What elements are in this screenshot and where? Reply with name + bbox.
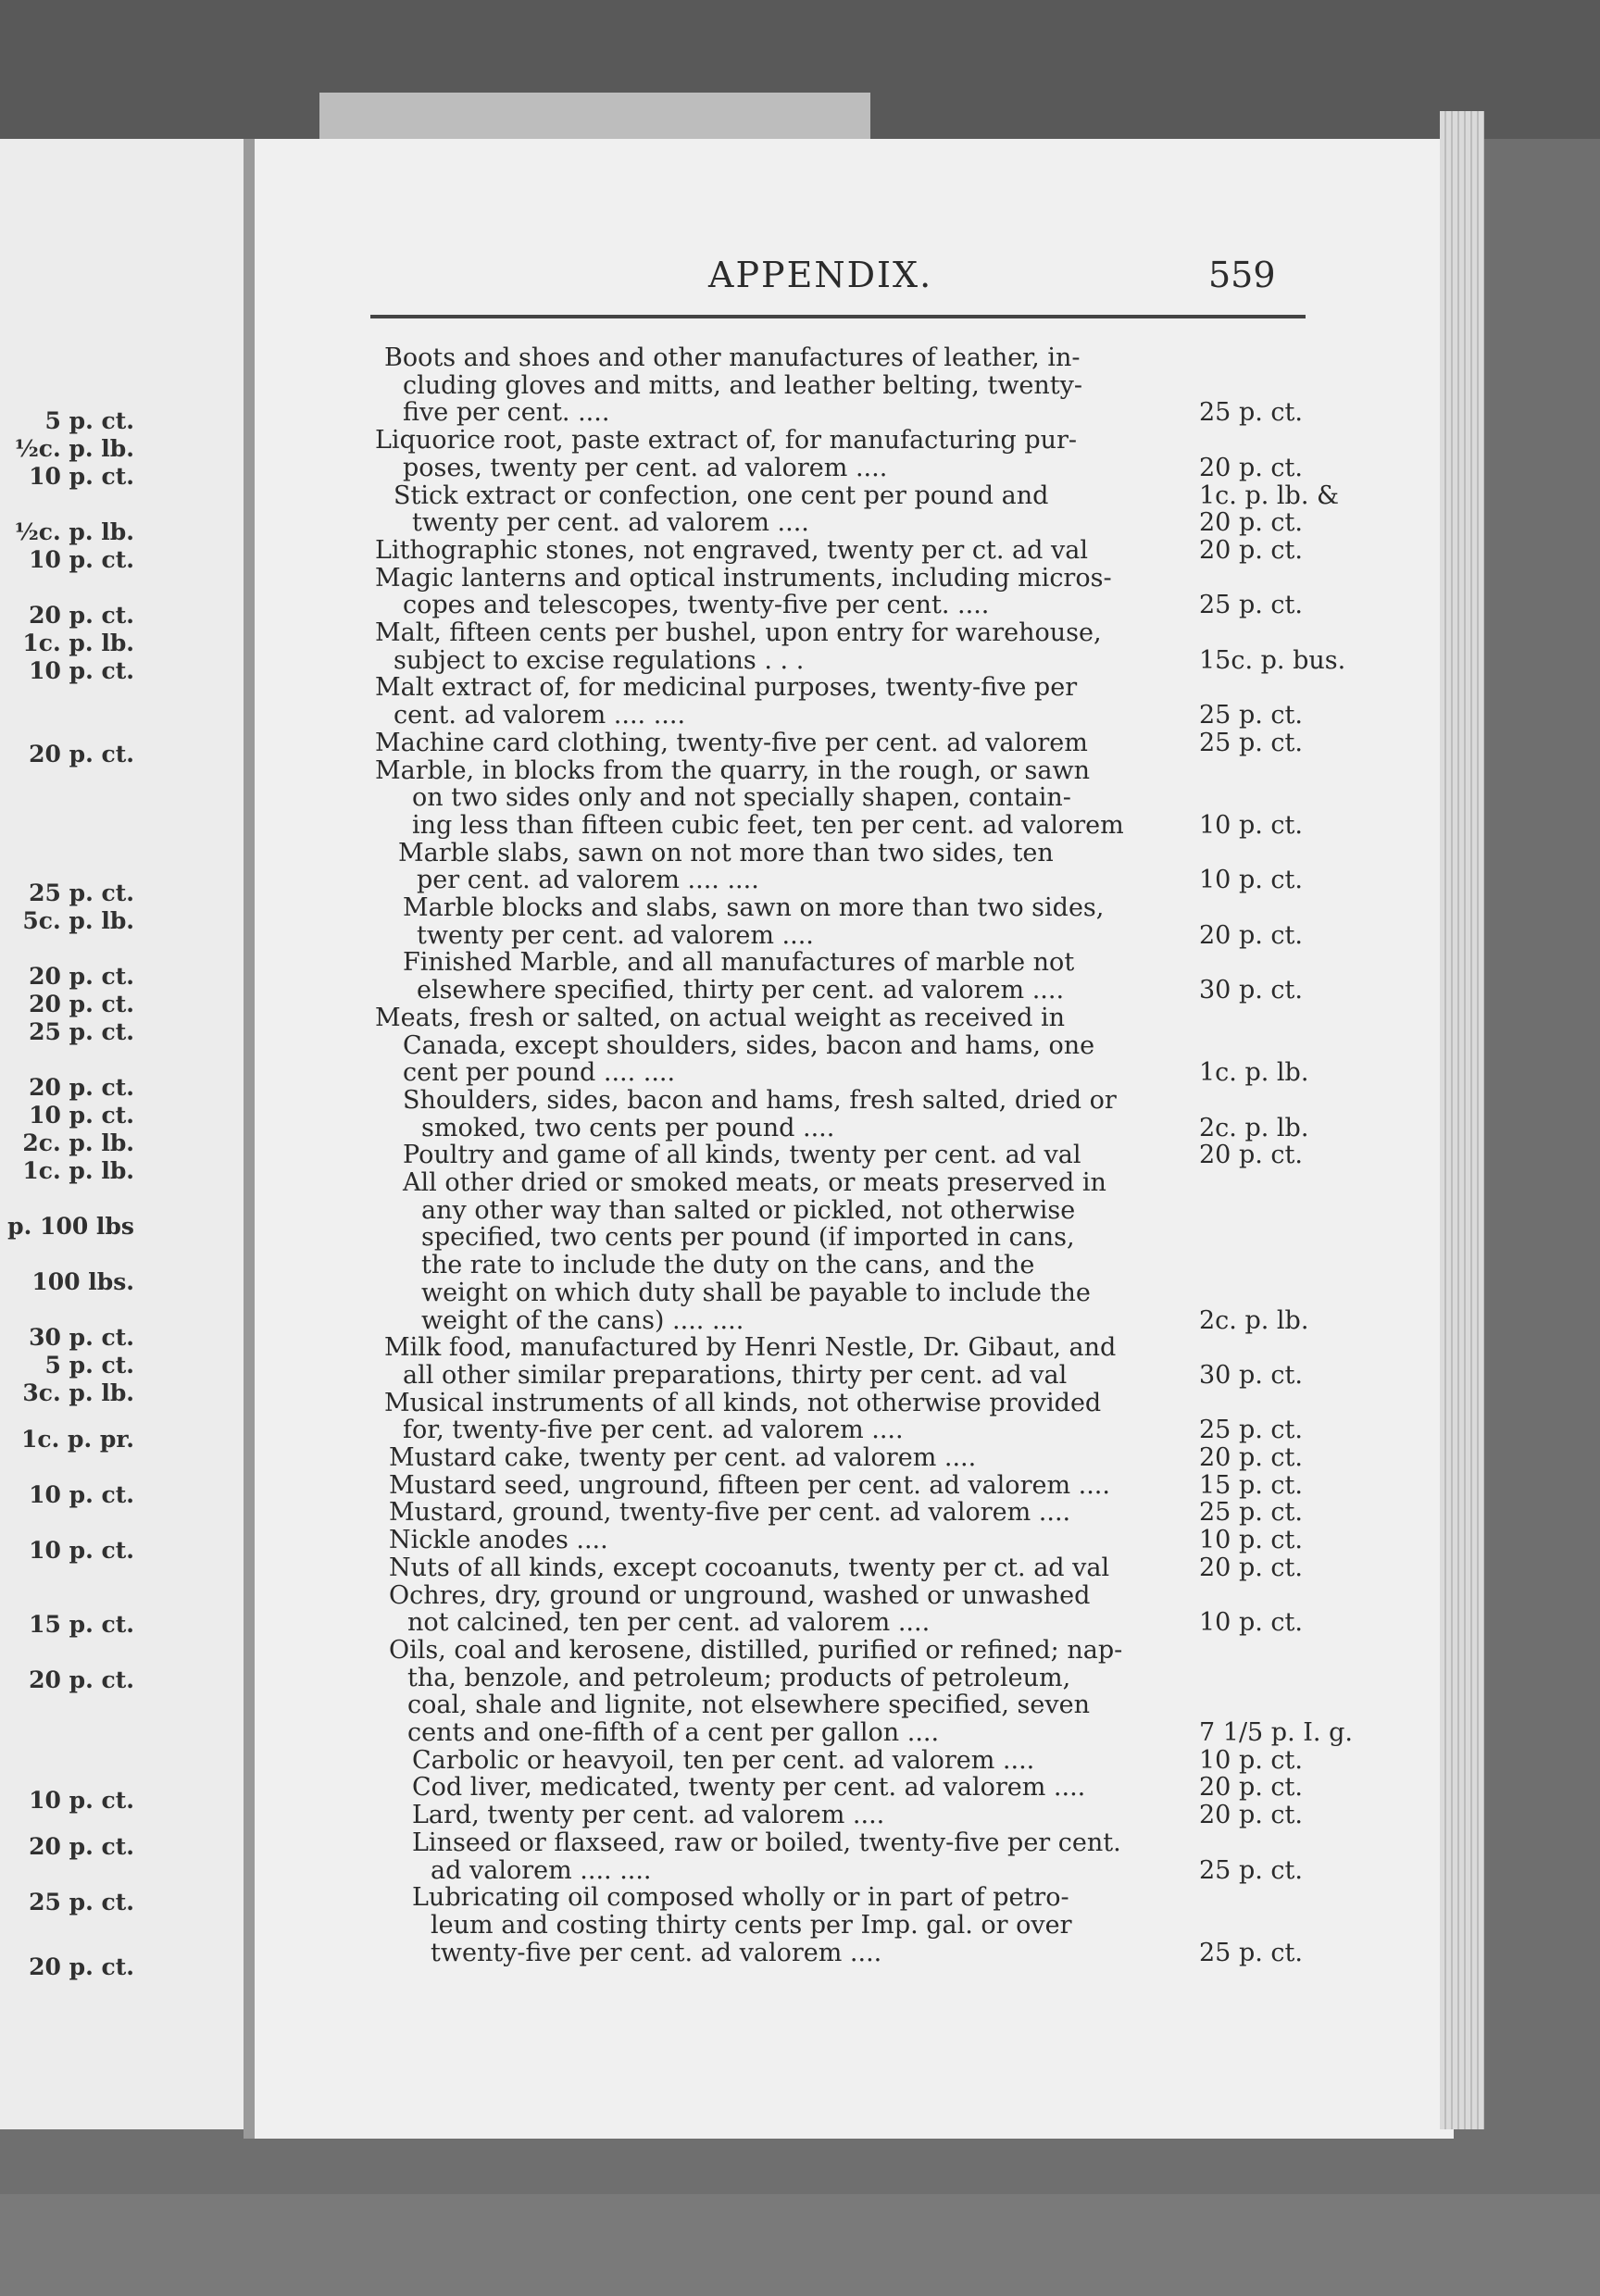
page-edges bbox=[1440, 111, 1484, 2129]
page-number: 559 bbox=[1208, 255, 1276, 295]
entry-line: twenty-five per cent. ad valorem .... bbox=[431, 1938, 882, 1967]
left-page-rate: 20 p. ct. bbox=[29, 741, 134, 767]
left-page-rate: 10 p. ct. bbox=[29, 1787, 134, 1814]
duty-rate: 2c. p. lb. bbox=[1199, 1113, 1309, 1142]
entry-line: twenty per cent. ad valorem .... bbox=[417, 920, 814, 950]
right-page bbox=[255, 139, 1454, 2139]
duty-rate: 20 p. ct. bbox=[1199, 453, 1303, 482]
scan-bottom-background bbox=[0, 2194, 1600, 2296]
duty-rate: 15c. p. bus. bbox=[1199, 645, 1346, 675]
duty-rate: 7 1/5 p. I. g. bbox=[1199, 1718, 1353, 1747]
tariff-entries bbox=[255, 139, 1454, 2139]
left-page-rate: p. 100 lbs bbox=[7, 1213, 134, 1240]
left-page-rate: 10 p. ct. bbox=[29, 1102, 134, 1129]
entry-line: Poultry and game of all kinds, twenty per cent. ad val bbox=[403, 1141, 1081, 1170]
entry-line: Mustard cake, twenty per cent. ad valorem .... bbox=[389, 1443, 977, 1472]
entry-line: per cent. ad valorem .... .... bbox=[417, 866, 759, 895]
duty-rate: 10 p. ct. bbox=[1199, 866, 1303, 895]
entry-line: any other way than salted or pickled, not otherwise bbox=[421, 1195, 1076, 1225]
duty-rate: 20 p. ct. bbox=[1199, 1553, 1303, 1582]
left-page-rate: 10 p. ct. bbox=[29, 1537, 134, 1564]
left-page-rate: 25 p. ct. bbox=[29, 1889, 134, 1915]
left-page-rate: 3c. p. lb. bbox=[22, 1379, 134, 1406]
entry-line: Stick extract or confection, one cent per pound and bbox=[394, 480, 1049, 510]
entry-line: cluding gloves and mitts, and leather belting, twenty- bbox=[403, 370, 1083, 400]
left-page-rates bbox=[0, 139, 245, 2129]
left-page-rate: 20 p. ct. bbox=[29, 1074, 134, 1101]
entry-line: Oils, coal and kerosene, distilled, purified or refined; nap- bbox=[389, 1635, 1123, 1665]
left-page-rate: 100 lbs. bbox=[31, 1268, 134, 1295]
duty-rate: 25 p. ct. bbox=[1199, 1498, 1303, 1528]
page-title: APPENDIX. bbox=[708, 255, 933, 295]
left-page-rate: 20 p. ct. bbox=[29, 991, 134, 1017]
duty-rate: 25 p. ct. bbox=[1199, 1938, 1303, 1967]
entry-line: Nickle anodes .... bbox=[389, 1526, 608, 1555]
left-page-rate: 15 p. ct. bbox=[29, 1611, 134, 1638]
duty-rate: 20 p. ct. bbox=[1199, 1773, 1303, 1803]
duty-rate: 2c. p. lb. bbox=[1199, 1305, 1309, 1335]
duty-rate: 20 p. ct. bbox=[1199, 1443, 1303, 1472]
duty-rate: 20 p. ct. bbox=[1199, 508, 1303, 538]
left-page-rate: 5c. p. lb. bbox=[22, 907, 134, 934]
entry-line: Malt, fifteen cents per bushel, upon entry for warehouse, bbox=[375, 618, 1102, 647]
entry-line: Nuts of all kinds, except cocoanuts, twenty per ct. ad val bbox=[389, 1553, 1110, 1582]
left-page-rate: 1c. p. pr. bbox=[21, 1426, 134, 1453]
entry-line: Magic lanterns and optical instruments, including micros- bbox=[375, 563, 1112, 593]
entry-line: Carbolic or heavyoil, ten per cent. ad valorem .... bbox=[412, 1745, 1035, 1775]
entry-line: coal, shale and lignite, not elsewhere specified, seven bbox=[407, 1691, 1090, 1720]
entry-line: All other dried or smoked meats, or meats preserved in bbox=[403, 1168, 1106, 1197]
duty-rate: 30 p. ct. bbox=[1199, 976, 1303, 1005]
duty-rate: 20 p. ct. bbox=[1199, 535, 1303, 565]
entry-line: copes and telescopes, twenty-five per cent. .... bbox=[403, 591, 990, 620]
entry-line: Liquorice root, paste extract of, for manufacturing pur- bbox=[375, 426, 1078, 455]
left-page-rate: 1c. p. lb. bbox=[22, 1157, 134, 1184]
entry-line: ad valorem .... .... bbox=[431, 1855, 652, 1885]
entry-line: tha, benzole, and petroleum; products of petroleum, bbox=[407, 1663, 1071, 1692]
duty-rate: 10 p. ct. bbox=[1199, 1745, 1303, 1775]
duty-rate: 20 p. ct. bbox=[1199, 920, 1303, 950]
left-page-rate: 10 p. ct. bbox=[29, 463, 134, 490]
entry-line: elsewhere specified, thirty per cent. ad valorem .... bbox=[417, 976, 1065, 1005]
entry-line: Cod liver, medicated, twenty per cent. ad valorem .... bbox=[412, 1773, 1086, 1803]
duty-rate: 15 p. ct. bbox=[1199, 1470, 1303, 1500]
entry-line: Marble blocks and slabs, sawn on more than two sides, bbox=[403, 893, 1105, 922]
left-page-rate: 25 p. ct. bbox=[29, 1018, 134, 1045]
entry-line: Mustard seed, unground, fifteen per cent. ad valorem .... bbox=[389, 1470, 1110, 1500]
left-page-rate: 20 p. ct. bbox=[29, 963, 134, 990]
entry-line: five per cent. .... bbox=[403, 398, 610, 428]
left-facing-page bbox=[0, 139, 247, 2129]
left-page-rate: 25 p. ct. bbox=[29, 880, 134, 906]
left-page-rate: ½c. p. lb. bbox=[14, 435, 134, 462]
left-page-rate: 20 p. ct. bbox=[29, 1666, 134, 1693]
entry-line: specified, two cents per pound (if imported in cans, bbox=[421, 1223, 1075, 1253]
left-page-rate: 1c. p. lb. bbox=[22, 630, 134, 656]
entry-line: Shoulders, sides, bacon and hams, fresh salted, dried or bbox=[403, 1085, 1117, 1115]
entry-line: Machine card clothing, twenty-five per cent. ad valorem bbox=[375, 728, 1088, 757]
entry-line: cent per pound .... .... bbox=[403, 1058, 676, 1088]
duty-rate: 10 p. ct. bbox=[1199, 810, 1303, 840]
entry-line: not calcined, ten per cent. ad valorem .... bbox=[407, 1608, 931, 1638]
duty-rate: 10 p. ct. bbox=[1199, 1608, 1303, 1638]
entry-line: for, twenty-five per cent. ad valorem .... bbox=[403, 1416, 904, 1445]
duty-rate: 1c. p. lb. bbox=[1199, 1058, 1309, 1088]
entry-line: Meats, fresh or salted, on actual weight as received in bbox=[375, 1003, 1066, 1032]
left-page-rate: 5 p. ct. bbox=[44, 1352, 134, 1379]
left-page-rate: 10 p. ct. bbox=[29, 657, 134, 684]
duty-rate: 25 p. ct. bbox=[1199, 591, 1303, 620]
entry-line: Mustard, ground, twenty-five per cent. ad valorem .... bbox=[389, 1498, 1071, 1528]
entry-line: Lubricating oil composed wholly or in part of petro- bbox=[412, 1883, 1069, 1913]
entry-line: all other similar preparations, thirty per cent. ad val bbox=[403, 1360, 1068, 1390]
entry-line: Milk food, manufactured by Henri Nestle, Dr. Gibaut, and bbox=[384, 1333, 1117, 1363]
duty-rate: 25 p. ct. bbox=[1199, 728, 1303, 757]
entry-line: Linseed or flaxseed, raw or boiled, twenty-five per cent. bbox=[412, 1828, 1121, 1857]
left-page-rate: 20 p. ct. bbox=[29, 602, 134, 629]
entry-line: Lithographic stones, not engraved, twenty per ct. ad val bbox=[375, 535, 1088, 565]
duty-rate: 10 p. ct. bbox=[1199, 1526, 1303, 1555]
entry-line: Finished Marble, and all manufactures of marble not bbox=[403, 948, 1075, 978]
duty-rate: 20 p. ct. bbox=[1199, 1801, 1303, 1830]
left-page-rate: 20 p. ct. bbox=[29, 1833, 134, 1860]
entry-line: Lard, twenty per cent. ad valorem .... bbox=[412, 1801, 885, 1830]
entry-line: smoked, two cents per pound .... bbox=[421, 1113, 835, 1142]
duty-rate: 25 p. ct. bbox=[1199, 701, 1303, 730]
entry-line: Marble slabs, sawn on not more than two sides, ten bbox=[398, 838, 1054, 867]
left-page-rate: 30 p. ct. bbox=[29, 1324, 134, 1351]
left-page-rate: ½c. p. lb. bbox=[14, 518, 134, 545]
entry-line: twenty per cent. ad valorem .... bbox=[412, 508, 809, 538]
entry-line: Musical instruments of all kinds, not otherwise provided bbox=[384, 1388, 1102, 1417]
book-tab bbox=[319, 93, 870, 139]
entry-line: the rate to include the duty on the cans, and the bbox=[421, 1251, 1035, 1280]
duty-rate: 30 p. ct. bbox=[1199, 1360, 1303, 1390]
duty-rate: 25 p. ct. bbox=[1199, 1416, 1303, 1445]
left-page-rate: 20 p. ct. bbox=[29, 1953, 134, 1980]
entry-line: Ochres, dry, ground or unground, washed or unwashed bbox=[389, 1580, 1091, 1610]
entry-line: subject to excise regulations . . . bbox=[394, 645, 805, 675]
entry-line: poses, twenty per cent. ad valorem .... bbox=[403, 453, 888, 482]
duty-rate: 25 p. ct. bbox=[1199, 398, 1303, 428]
entry-line: leum and costing thirty cents per Imp. gal. or over bbox=[431, 1910, 1072, 1940]
duty-rate: 25 p. ct. bbox=[1199, 1855, 1303, 1885]
entry-line: ing less than fifteen cubic feet, ten per cent. ad valorem bbox=[412, 810, 1124, 840]
entry-line: Canada, except shoulders, sides, bacon and hams, one bbox=[403, 1030, 1095, 1060]
entry-line: cents and one-fifth of a cent per gallon .... bbox=[407, 1718, 940, 1747]
left-page-rate: 10 p. ct. bbox=[29, 1481, 134, 1508]
duty-rate: 20 p. ct. bbox=[1199, 1141, 1303, 1170]
left-page-rate: 5 p. ct. bbox=[44, 407, 134, 434]
left-page-rate: 2c. p. lb. bbox=[22, 1129, 134, 1156]
left-page-rate: 10 p. ct. bbox=[29, 546, 134, 573]
entry-line: cent. ad valorem .... .... bbox=[394, 701, 686, 730]
entry-line: Marble, in blocks from the quarry, in the rough, or sawn bbox=[375, 755, 1090, 785]
entry-line: Malt extract of, for medicinal purposes, twenty-five per bbox=[375, 673, 1078, 703]
entry-line: weight of the cans) .... .... bbox=[421, 1305, 744, 1335]
entry-line: on two sides only and not specially shapen, contain- bbox=[412, 783, 1071, 813]
duty-rate: 1c. p. lb. & bbox=[1199, 480, 1340, 510]
entry-line: weight on which duty shall be payable to include the bbox=[421, 1278, 1091, 1307]
entry-line: Boots and shoes and other manufactures of leather, in- bbox=[384, 343, 1081, 372]
